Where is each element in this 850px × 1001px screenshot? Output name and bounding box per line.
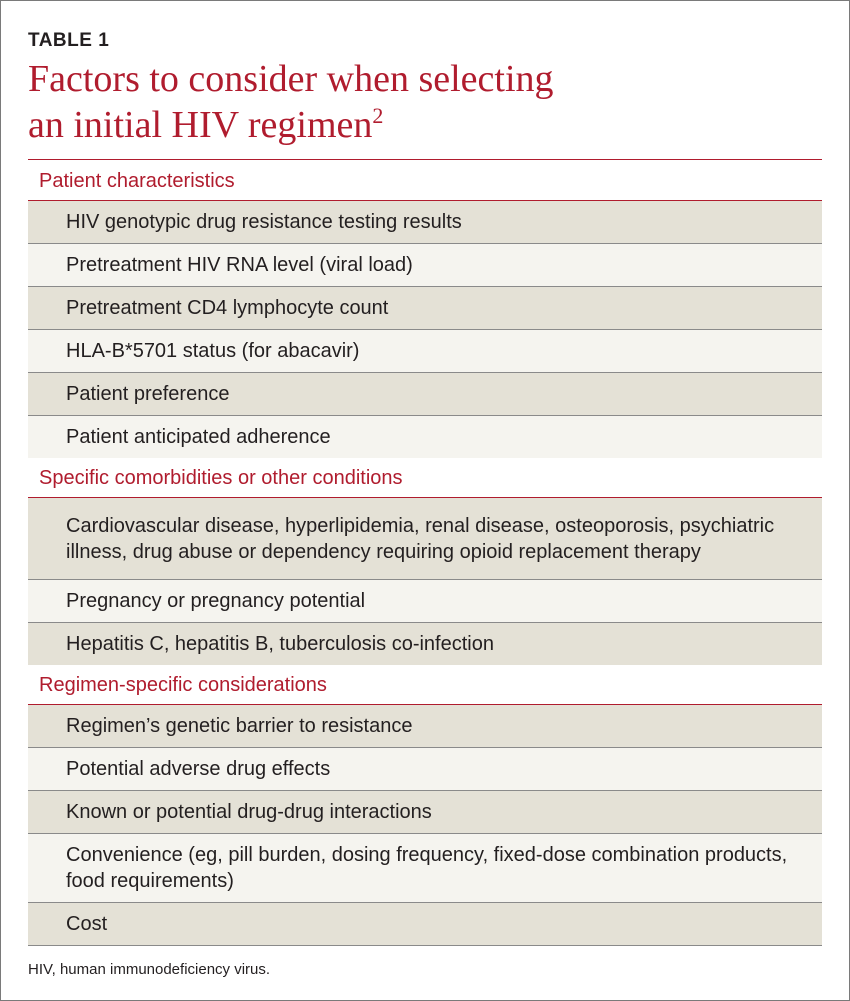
table-row: Known or potential drug-drug interactions xyxy=(28,791,822,834)
table-row: HLA-B*5701 status (for abacavir) xyxy=(28,330,822,373)
section-heading-patient-characteristics: Patient characteristics xyxy=(28,161,822,201)
table-row: Cardiovascular disease, hyperlipidemia, renal disease, osteoporosis, psychiatric illness, drug abuse or dependency requiring opioid replacement therapy xyxy=(28,498,822,580)
table-row: Pretreatment CD4 lymphocyte count xyxy=(28,287,822,330)
table-row: Pretreatment HIV RNA level (viral load) xyxy=(28,244,822,287)
table-row: HIV genotypic drug resistance testing results xyxy=(28,201,822,244)
table-row: Pregnancy or pregnancy potential xyxy=(28,580,822,623)
table-row: Patient preference xyxy=(28,373,822,416)
title-rule xyxy=(28,159,822,160)
title-line-1: Factors to consider when selecting xyxy=(28,58,554,100)
table-label: TABLE 1 xyxy=(28,30,110,51)
section-heading-comorbidities: Specific comorbidities or other conditions xyxy=(28,458,822,498)
title-line-2: an initial HIV regimen xyxy=(28,104,373,146)
table-row: Regimen’s genetic barrier to resistance xyxy=(28,705,822,748)
factors-table xyxy=(28,161,822,946)
table-row: Cost xyxy=(28,903,822,946)
section-heading-regimen-specific: Regimen-specific considerations xyxy=(28,665,822,705)
title-reference: 2 xyxy=(372,103,384,128)
table-row: Potential adverse drug effects xyxy=(28,748,822,791)
table-row: Hepatitis C, hepatitis B, tuberculosis co-infection xyxy=(28,623,822,665)
table-row: Patient anticipated adherence xyxy=(28,416,822,458)
footnote: HIV, human immunodeficiency virus. xyxy=(28,961,271,978)
table-row: Convenience (eg, pill burden, dosing frequency, fixed-dose combination products, food requirements) xyxy=(28,834,822,903)
table-title xyxy=(28,56,808,148)
